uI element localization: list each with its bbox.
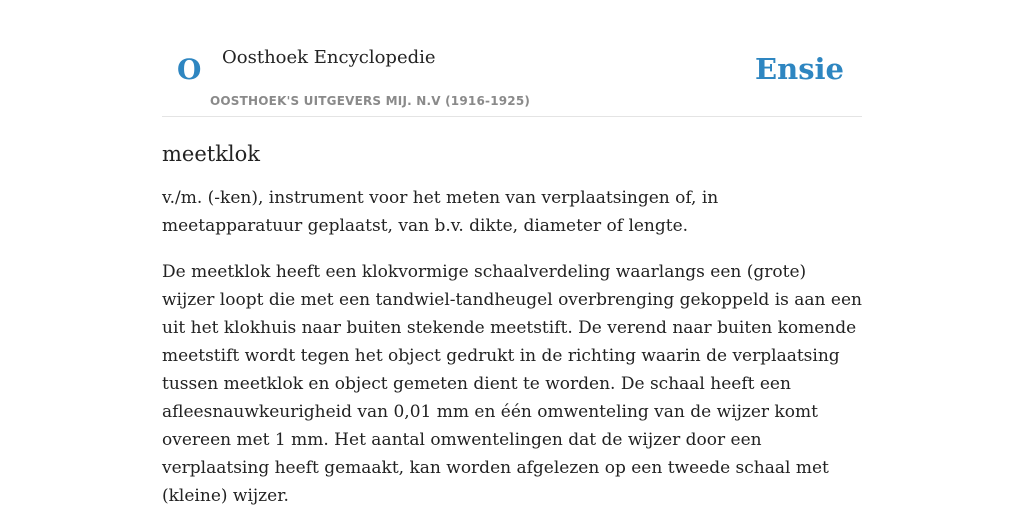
entry-content bbox=[162, 136, 862, 512]
source-header bbox=[162, 0, 862, 117]
entry-paragraph-2: De meetklok heeft een klokvormige schaalverdeling waarlangs een (grote) wijzer loopt die met een tandwiel-tandheugel overbrenging gekoppeld is aan een uit het klokhuis naar buiten stekende meetstift. De verend naar buiten komende meetstift wordt tegen het object gedrukt in de richting waarin de verplaatsing tussen meetklok en object gemeten dient te worden. De schaal heeft een afleesnauwkeurigheid van 0,01 mm en één omwenteling van de wijzer komt overeen met 1 mm. Het aantal omwentelingen dat de wijzer door een verplaatsing heeft gemaakt, kan worden afgelezen op een tweede schaal met (kleine) wijzer. bbox=[162, 262, 862, 506]
entry-paragraph-1: v./m. (-ken), instrument voor het meten van verplaatsingen of, in meetapparatuur geplaatst, van b.v. dikte, diameter of lengte. bbox=[162, 188, 719, 236]
source-logo-letter: O bbox=[177, 53, 202, 86]
publisher-label: OOSTHOEK'S UITGEVERS MIJ. N.V (1916-1925) bbox=[210, 94, 531, 108]
source-title-link[interactable]: Oosthoek Encyclopedie bbox=[222, 47, 436, 68]
entry-headword: meetklok bbox=[162, 142, 261, 166]
ensie-logo[interactable]: Ensie bbox=[755, 52, 844, 86]
